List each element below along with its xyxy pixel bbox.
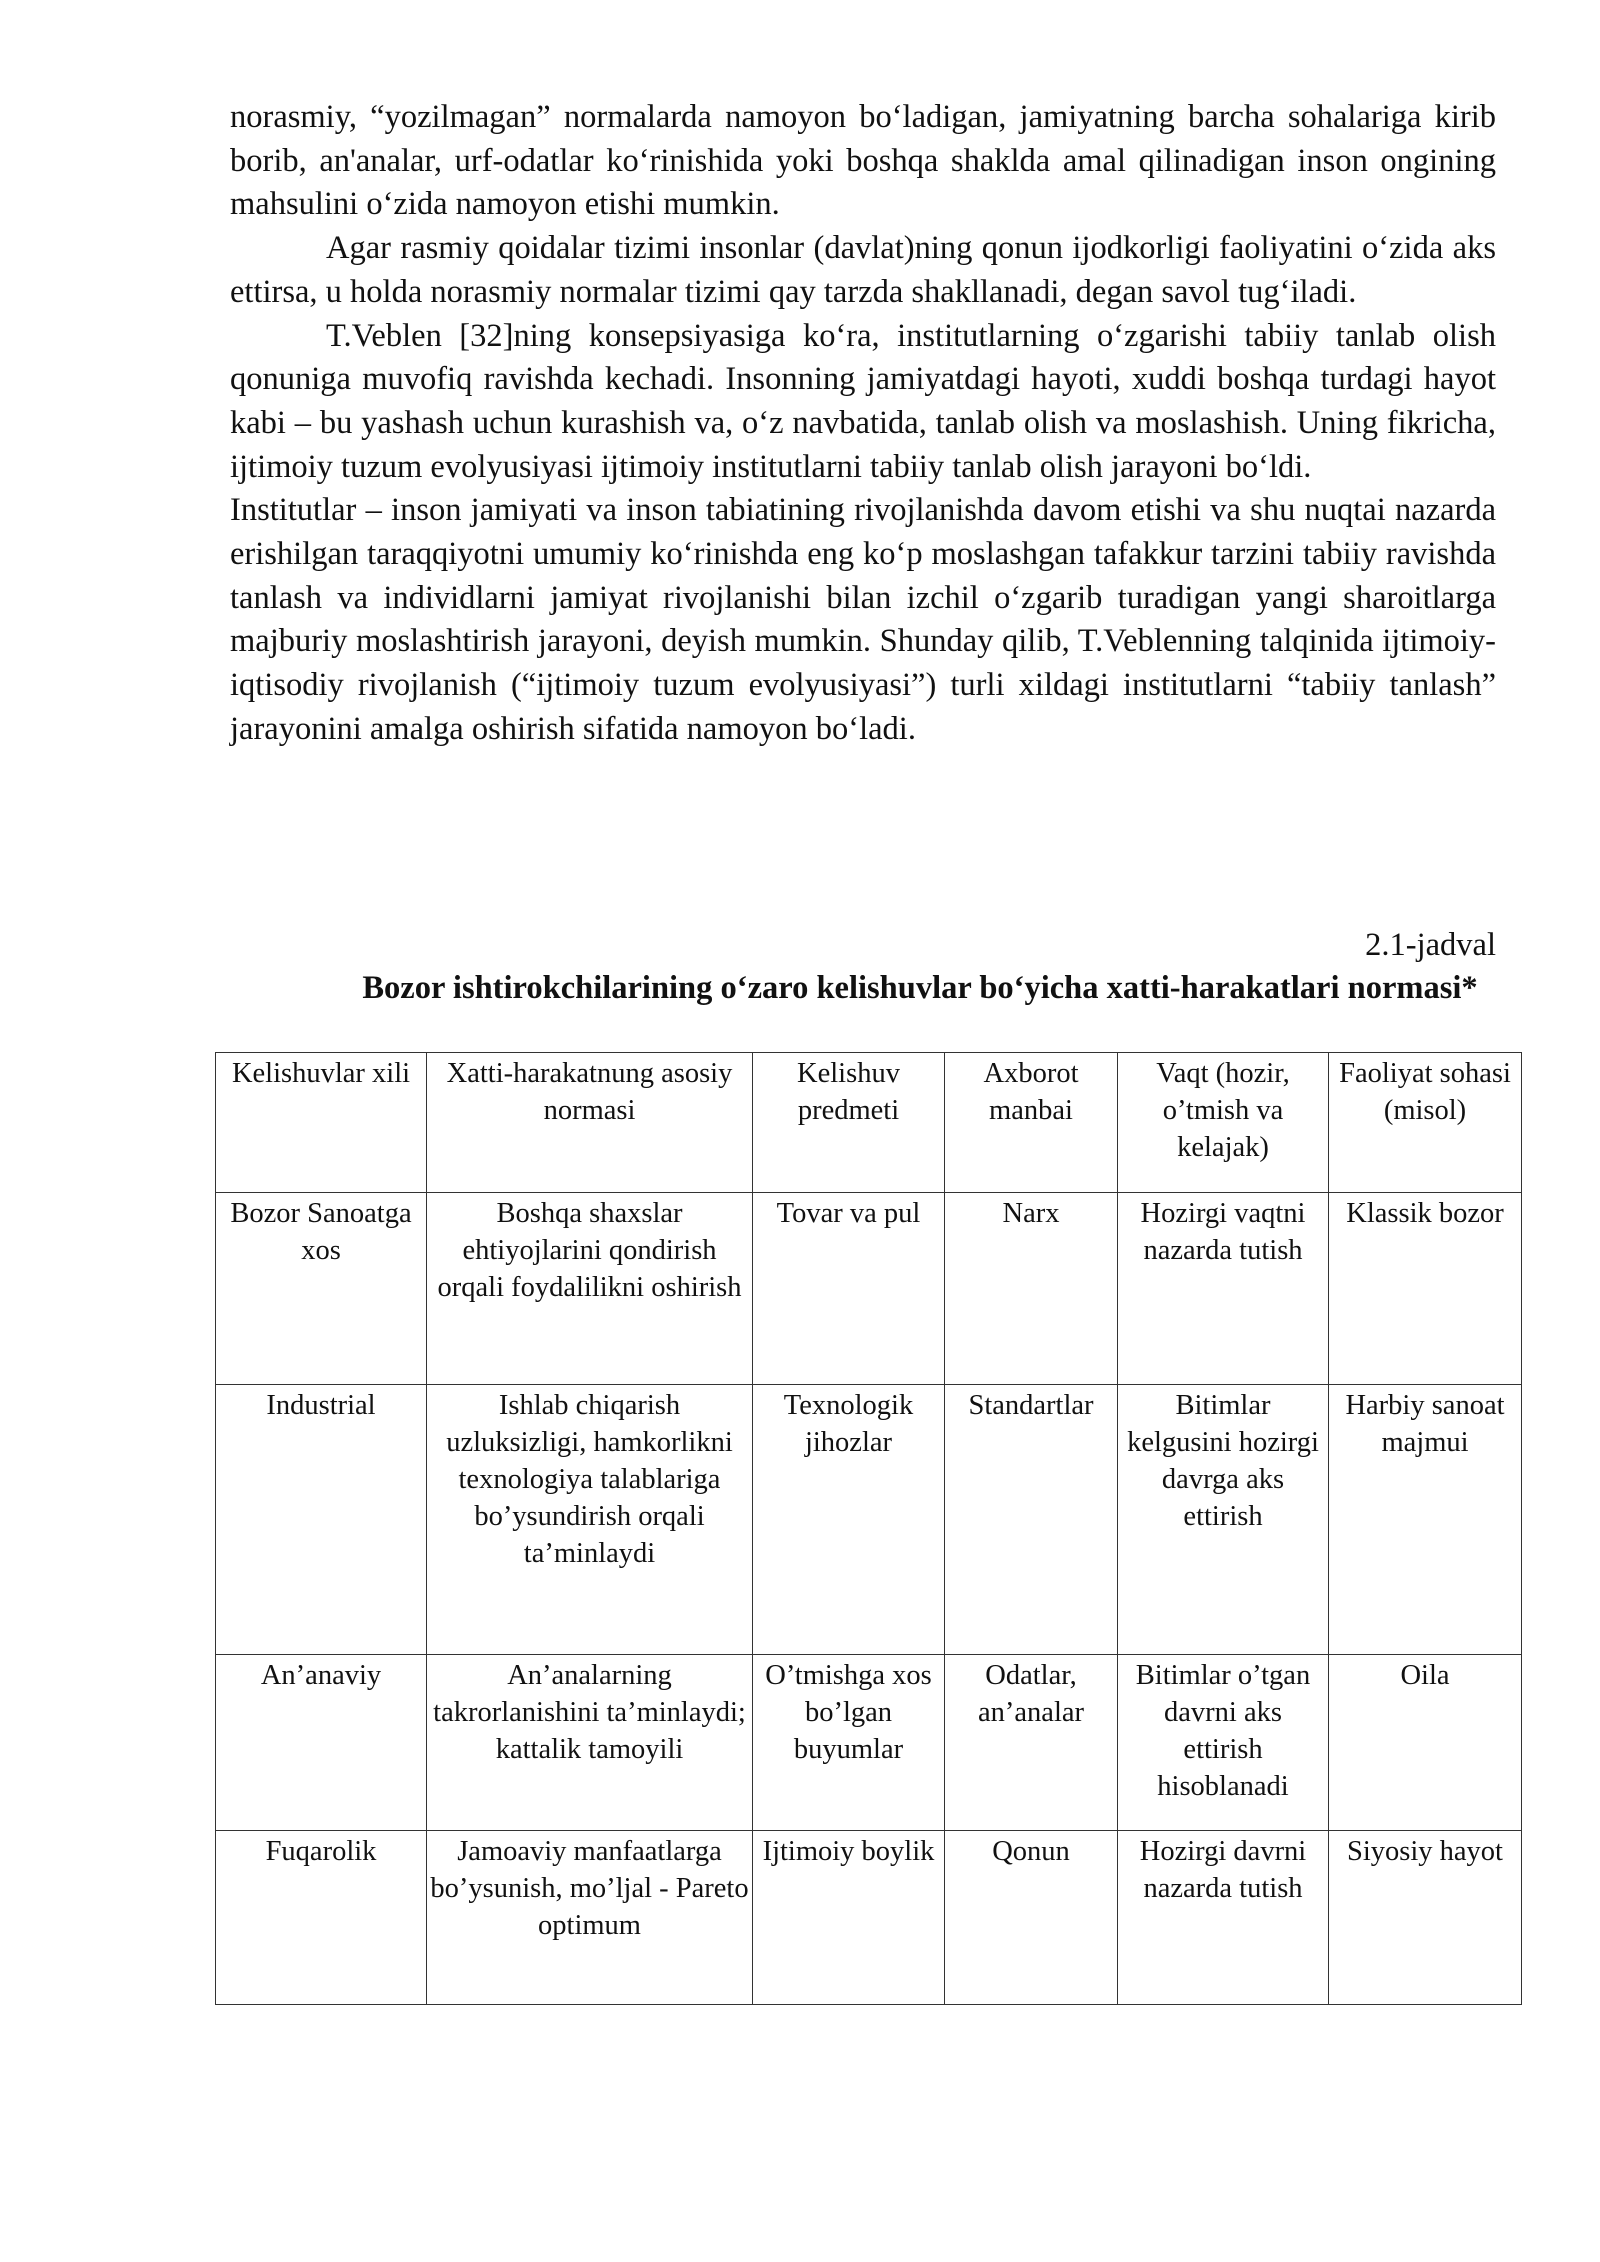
table-cell: Qonun <box>945 1831 1118 2005</box>
header-cell: Xatti-harakatnung asosiy normasi <box>427 1053 753 1193</box>
paragraph: Institutlar – inson jamiyati va inson tabiatining rivojlanishda davom etishi va shu nuqtai nazarda erishilgan taraqqiyotni umumiy koʻrinishda eng koʻp moslashgan tafakkur tarzini tabiiy ravishda tanlash va individlarni jamiyat rivojlanishi bilan izchil oʻzgarib turadigan yangi sharoitlarga majburiy moslashtirish jarayoni, deyish mumkin. Shunday qilib, T.Veblenning talqinida ijtimoiy-iqtisodiy rivojlanish (“ijtimoiy tuzum evolyusiyasi”) turli xildagi institutlarni “tabiiy tanlash” jarayonini amalga oshirish sifatida namoyon boʻladi. <box>230 492 1496 747</box>
table-cell: Bitimlar o’tgan davrni aks ettirish hisoblanadi <box>1118 1655 1329 1831</box>
header-cell: Faoliyat sohasi (misol) <box>1329 1053 1522 1193</box>
table-cell: Tovar va pul <box>753 1193 945 1385</box>
table-cell: Standartlar <box>945 1385 1118 1655</box>
table-cell: Industrial <box>216 1385 427 1655</box>
table-cell: Narx <box>945 1193 1118 1385</box>
table-cell: An’analarning takrorlanishini ta’minlaydi; kattalik tamoyili <box>427 1655 753 1831</box>
table-cell: O’tmishga xos bo’lgan buyumlar <box>753 1655 945 1831</box>
table-cell: Hozirgi davrni nazarda tutish <box>1118 1831 1329 2005</box>
table-row <box>216 1655 1522 1831</box>
table-cell: Klassik bozor <box>1329 1193 1522 1385</box>
table-cell: Jamoaviy manfaatlarga bo’ysunish, mo’ljal - Pareto optimum <box>427 1831 753 2005</box>
table-cell: Bozor Sanoatga xos <box>216 1193 427 1385</box>
table-cell: Ishlab chiqarish uzluksizligi, hamkorlikni texnologiya talablariga bo’ysundirish orqali ta’minlaydi <box>427 1385 753 1655</box>
data-table <box>215 1052 1522 2005</box>
table-header-row <box>216 1053 1522 1193</box>
table-cell: Oila <box>1329 1655 1522 1831</box>
table-row <box>216 1831 1522 2005</box>
table-cell: Hozirgi vaqtni nazarda tutish <box>1118 1193 1329 1385</box>
paragraph: norasmiy, “yozilmagan” normalarda namoyon boʻladigan, jamiyatning barcha sohalariga kirib borib, an'analar, urf-odatlar koʻrinishida yoki boshqa shaklda amal qilinadigan inson ongining mahsulini oʻzida namoyon etishi mumkin. <box>230 99 1496 223</box>
table-cell: Ijtimoiy boylik <box>753 1831 945 2005</box>
table-row <box>216 1193 1522 1385</box>
table-cell: Odatlar, an’analar <box>945 1655 1118 1831</box>
table-cell: Boshqa shaxslar ehtiyojlarini qondirish orqali foydalilikni oshirish <box>427 1193 753 1385</box>
table-cell: Siyosiy hayot <box>1329 1831 1522 2005</box>
table-row <box>216 1385 1522 1655</box>
table-cell: Bitimlar kelgusini hozirgi davrga aks ettirish <box>1118 1385 1329 1655</box>
table-cell: Texnologik jihozlar <box>753 1385 945 1655</box>
header-cell: Kelishuvlar xili <box>216 1053 427 1193</box>
paragraph: T.Veblen [32]ning konsepsiyasiga koʻra, institutlarning oʻzgarishi tabiiy tanlab olish qonuniga muvofiq ravishda kechadi. Insonning jamiyatdagi hayoti, xuddi boshqa turdagi hayot kabi – bu yashash uchun kurashish va, oʻz navbatida, tanlab olish va moslashish. Uning fikricha, ijtimoiy tuzum evolyusiyasi ijtimoiy institutlarni tabiiy tanlab olish jarayoni boʻldi. <box>230 317 1496 485</box>
body-text <box>230 96 1496 752</box>
table-cell: Fuqarolik <box>216 1831 427 2005</box>
table-cell: Harbiy sanoat majmui <box>1329 1385 1522 1655</box>
header-cell: Axborot manbai <box>945 1053 1118 1193</box>
header-cell: Kelishuv predmeti <box>753 1053 945 1193</box>
header-cell: Vaqt (hozir, o’tmish va kelajak) <box>1118 1053 1329 1193</box>
table-number: 2.1-jadval <box>1365 927 1496 963</box>
paragraph: Agar rasmiy qoidalar tizimi insonlar (davlat)ning qonun ijodkorligi faoliyatini oʻzida aks ettirsa, u holda norasmiy normalar tizimi qay tarzda shakllanadi, degan savol tugʻiladi. <box>230 230 1496 310</box>
table-cell: An’anaviy <box>216 1655 427 1831</box>
table-title: Bozor ishtirokchilarining oʻzaro kelishuvlar boʻyicha xatti-harakatlari normasi* <box>362 970 1478 1006</box>
